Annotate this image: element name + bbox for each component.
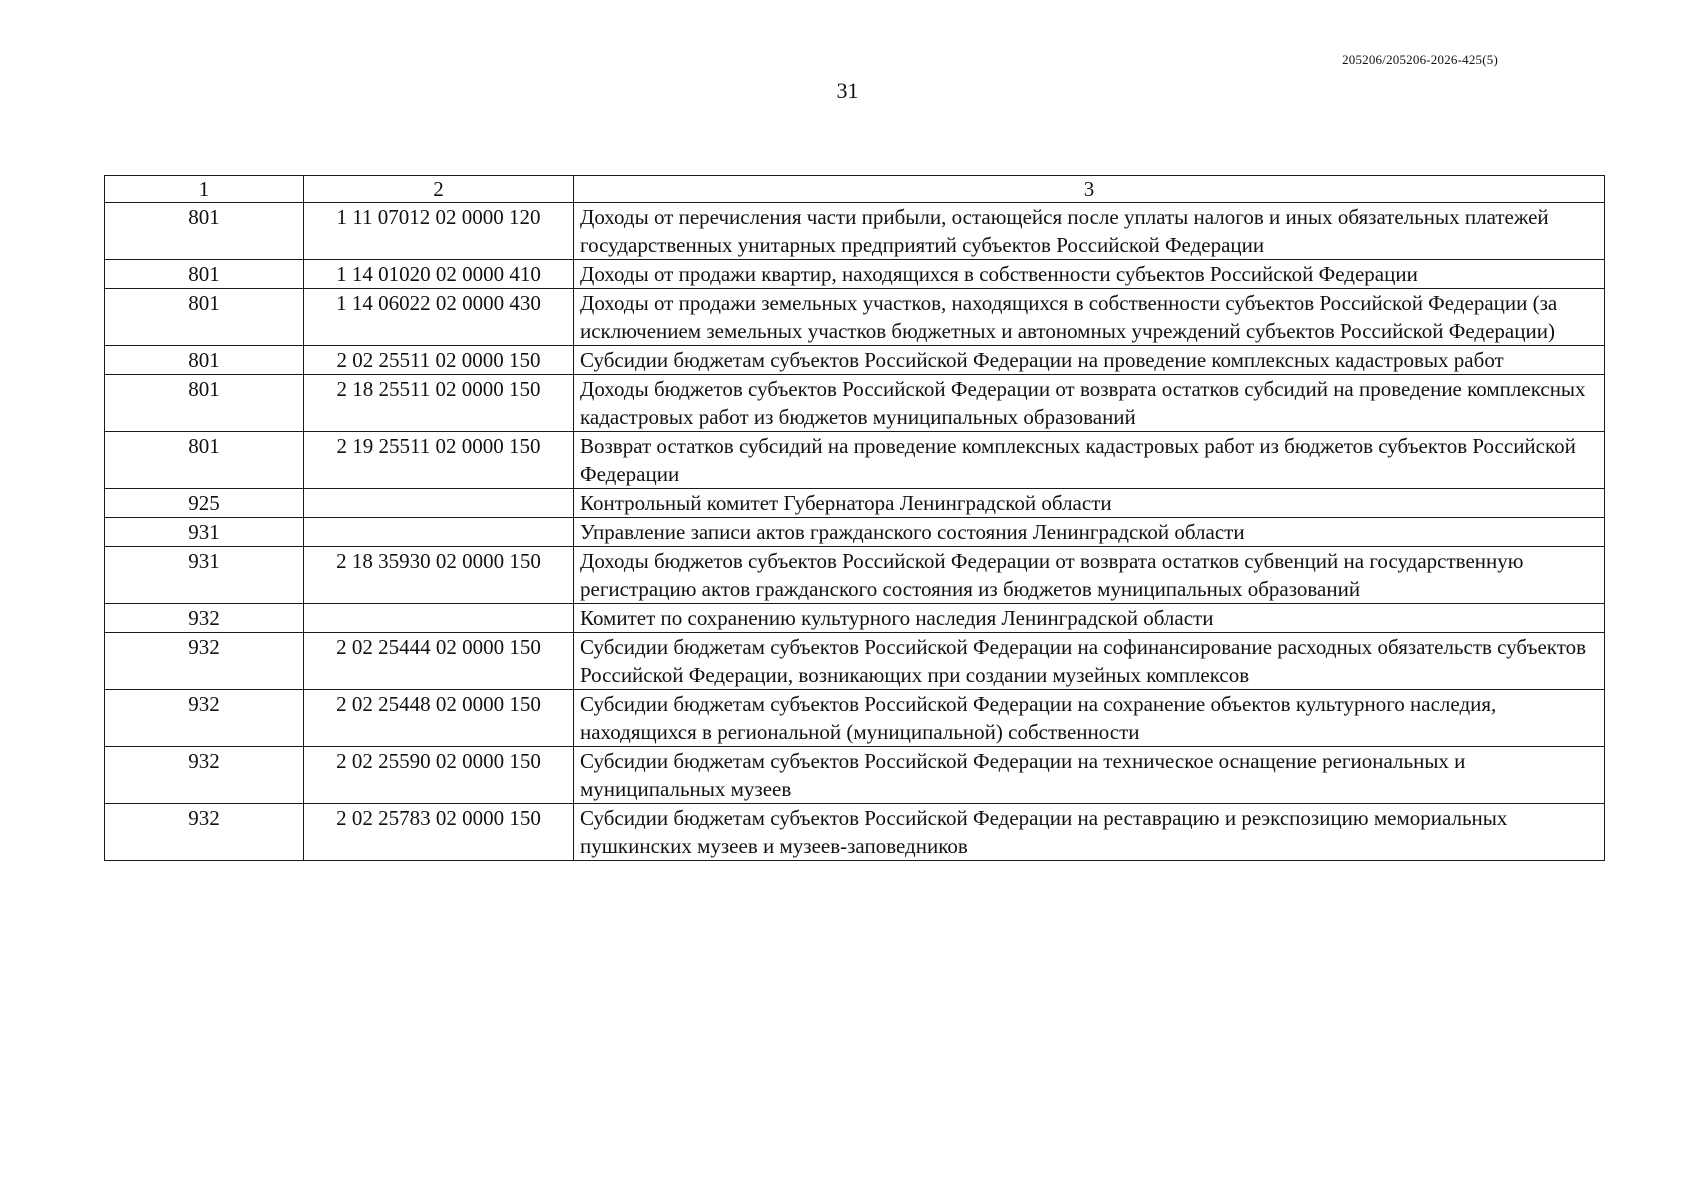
admin-code-cell: 932 (105, 633, 304, 690)
table-row (105, 633, 1605, 690)
admin-code-cell: 801 (105, 346, 304, 375)
table-row (105, 690, 1605, 747)
revenue-code-cell: 2 18 35930 02 0000 150 (304, 547, 574, 604)
revenue-code-cell (304, 518, 574, 547)
column-header-3: 3 (574, 176, 1605, 203)
admin-code-cell: 801 (105, 260, 304, 289)
revenue-name-cell: Доходы от продажи квартир, находящихся в собственности субъектов Российской Федерации (574, 260, 1605, 289)
column-header-1: 1 (105, 176, 304, 203)
revenue-name-cell: Субсидии бюджетам субъектов Российской Федерации на техническое оснащение региональных и муниципальных музеев (574, 747, 1605, 804)
table-row (105, 518, 1605, 547)
revenue-name-cell: Возврат остатков субсидий на проведение комплексных кадастровых работ из бюджетов субъектов Российской Федерации (574, 432, 1605, 489)
revenue-code-cell (304, 604, 574, 633)
table-row (105, 604, 1605, 633)
admin-code-cell: 931 (105, 518, 304, 547)
admin-code-cell: 932 (105, 804, 304, 861)
admin-code-cell: 801 (105, 375, 304, 432)
revenue-name-cell: Контрольный комитет Губернатора Ленинградской области (574, 489, 1605, 518)
revenue-code-cell: 2 02 25783 02 0000 150 (304, 804, 574, 861)
revenue-code-cell: 1 14 01020 02 0000 410 (304, 260, 574, 289)
admin-code-cell: 932 (105, 747, 304, 804)
admin-code-cell: 932 (105, 690, 304, 747)
admin-code-cell: 925 (105, 489, 304, 518)
table-row (105, 260, 1605, 289)
revenue-code-cell: 2 02 25448 02 0000 150 (304, 690, 574, 747)
table-row (105, 289, 1605, 346)
page-number: 31 (836, 78, 859, 103)
revenue-codes-table (104, 175, 1605, 861)
revenue-name-cell: Комитет по сохранению культурного наследия Ленинградской области (574, 604, 1605, 633)
table-row (105, 747, 1605, 804)
revenue-code-cell: 1 14 06022 02 0000 430 (304, 289, 574, 346)
revenue-name-cell: Субсидии бюджетам субъектов Российской Федерации на сохранение объектов культурного наследия, находящихся в региональной (муниципальной) собственности (574, 690, 1605, 747)
revenue-code-cell: 2 02 25444 02 0000 150 (304, 633, 574, 690)
revenue-name-cell: Субсидии бюджетам субъектов Российской Федерации на софинансирование расходных обязательств субъектов Российской Федерации, возникающих при создании музейных комплексов (574, 633, 1605, 690)
table-row (105, 203, 1605, 260)
table-row (105, 375, 1605, 432)
revenue-code-cell: 1 11 07012 02 0000 120 (304, 203, 574, 260)
revenue-name-cell: Субсидии бюджетам субъектов Российской Федерации на проведение комплексных кадастровых работ (574, 346, 1605, 375)
revenue-name-cell: Доходы бюджетов субъектов Российской Федерации от возврата остатков субсидий на проведение комплексных кадастровых работ из бюджетов муниципальных образований (574, 375, 1605, 432)
admin-code-cell: 931 (105, 547, 304, 604)
admin-code-cell: 801 (105, 432, 304, 489)
revenue-name-cell: Доходы от продажи земельных участков, находящихся в собственности субъектов Российской Федерации (за исключением земельных участков бюджетных и автономных учреждений субъектов Российской Федерации) (574, 289, 1605, 346)
table-row (105, 547, 1605, 604)
column-header-2: 2 (304, 176, 574, 203)
revenue-name-cell: Субсидии бюджетам субъектов Российской Федерации на реставрацию и реэкспозицию мемориальных пушкинских музеев и музеев-заповедников (574, 804, 1605, 861)
table-row (105, 489, 1605, 518)
table-row (105, 432, 1605, 489)
revenue-code-cell: 2 02 25590 02 0000 150 (304, 747, 574, 804)
revenue-code-cell: 2 18 25511 02 0000 150 (304, 375, 574, 432)
admin-code-cell: 932 (105, 604, 304, 633)
table-row (105, 804, 1605, 861)
admin-code-cell: 801 (105, 289, 304, 346)
revenue-name-cell: Доходы бюджетов субъектов Российской Федерации от возврата остатков субвенций на государственную регистрацию актов гражданского состояния из бюджетов муниципальных образований (574, 547, 1605, 604)
admin-code-cell: 801 (105, 203, 304, 260)
document-id: 205206/205206-2026-425(5) (1342, 52, 1498, 67)
table-header-row (105, 176, 1605, 203)
revenue-name-cell: Управление записи актов гражданского состояния Ленинградской области (574, 518, 1605, 547)
revenue-code-cell (304, 489, 574, 518)
revenue-code-cell: 2 02 25511 02 0000 150 (304, 346, 574, 375)
table-row (105, 346, 1605, 375)
revenue-name-cell: Доходы от перечисления части прибыли, остающейся после уплаты налогов и иных обязательных платежей государственных унитарных предприятий субъектов Российской Федерации (574, 203, 1605, 260)
revenue-code-cell: 2 19 25511 02 0000 150 (304, 432, 574, 489)
